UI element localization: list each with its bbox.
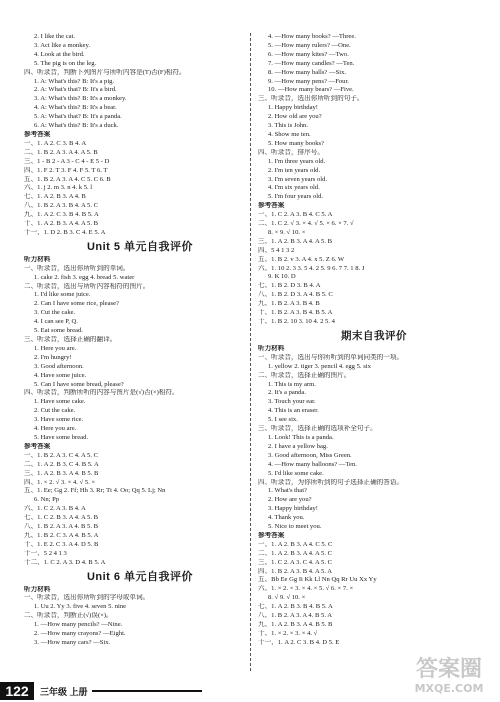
left-column [24,33,256,648]
question-heading: 五、Bb Ee Gg Ii Kk Ll Nn Qq Rr Uu Xx Yy [258,576,377,584]
content-line: 2. I like the cat. [34,33,76,40]
content-line: 3. Cut the cake. [34,309,76,317]
section-title: Unit 6 单元自我评价 [86,570,194,583]
content-line: 3. Have some rice. [34,416,84,424]
subsection-heading: 听力材料 [24,255,51,263]
question-heading: 六、1. j 2. m 3. n 4. k 5. l [24,184,93,192]
question-heading: 三、听录音，选择正确的翻译。 [24,336,117,343]
question-heading: 一、1. B 2. A 3. C 4. A 5. C [24,451,99,459]
content-line: 3. A: What's this? B: It's a monkey. [34,95,127,103]
content-line: 5. I see six. [268,416,298,424]
question-heading: 四、1. B 2. A 3. B 4. A 5. A [258,567,333,575]
question-heading: 九、1. A 2. C 3. B 4. B 5. A [24,211,99,219]
question-heading: 五、1. B 2. A 3. A 4. C 5. C 6. B [24,175,111,183]
question-heading: 四、1. × 2. √ 3. × 4. √ 5. × [24,478,96,486]
subsection-heading: 听力材料 [258,344,285,352]
content-line: 1. Look! This is a panda. [268,433,334,441]
grade-label: 三年级 上册 [40,687,88,697]
content-line: 5. How many books? [268,139,325,147]
content-line: 1. I'm three years old. [268,157,326,165]
content-line: 3. This is John. [268,122,308,130]
question-heading: 一、1. C 2. A 3. B 4. C 5. A [258,211,333,219]
question-heading: 十一、5 2 4 1 3 [24,549,67,557]
content-line: 1. A: What's this? B: It's a pig. [34,77,115,85]
question-heading: 四、听录音，排序号。 [258,148,324,156]
question-heading: 二、1. B 2. A 3. A 4. A 5. B [24,148,98,156]
question-heading: 十一、1. A 2. C 3. B 4. D 5. E [258,638,340,646]
content-line: 8. √ 9. √ 10. × [268,594,306,602]
question-heading: 六、1. × 2. × 3. × 4. × 5. √ 6. × 7. × [258,585,354,593]
content-line: 2. I have a yellow bag. [268,442,328,450]
content-line: 3. Good afternoon, Miss Green. [268,451,352,459]
question-heading: 二、1. A 2. B 3. A 4. A 5. C [258,549,333,557]
content-line: 5. Can I have some bread, please? [34,380,124,388]
content-line: 4. —How many books? —Three. [268,33,356,40]
question-heading: 二、1. A 2. B 3. C 4. B 5. A [24,460,99,468]
question-heading: 十一、1. D 2. B 3. C 4. E 5. A [24,228,106,236]
question-heading: 九、1. B 2. A 3. B 4. B [258,300,320,308]
content-line: 5. I'd like some cake. [268,469,324,477]
content-line: 5. A: What's that? B: It's a panda. [34,113,122,121]
content-line: 1. cake 2. fish 3. egg 4. bread 5. water [34,273,135,281]
question-heading: 二、1. C 2. √ 3. × 4. √ 5. × 6. × 7. √ [258,220,354,228]
question-heading: 五、1. B 2. v 3. A 4. x 5. Z 6. W [258,255,345,263]
question-heading: 四、听录音，判断下列图片与所听内容是(T)否(F)相符。 [24,68,186,76]
question-heading: 七、1. B 2. D 3. B 4. A [258,282,321,290]
question-heading: 二、听录音，判断正(√)误(×)。 [24,612,113,620]
content-line: 4. Have some juice. [34,371,87,379]
content-line: 1. Happy birthday! [268,104,318,112]
question-heading: 九、1. A 2. B 3. A 4. B 5. B [258,621,333,628]
content-line: 4. I'm six years old. [268,184,320,192]
footer-rule [92,690,202,692]
question-heading: 二、听录音，选出与所听内容相符的图片。 [24,282,150,290]
question-heading: 四、听录音，判断所听的内容与图片是(√)否(×)相符。 [24,389,179,397]
question-heading: 三、1. C 2. A 3. C 4. A 5. C [258,558,333,566]
subsection-heading: 参考答案 [258,202,285,210]
watermark-text: 答案圈 [415,657,483,682]
question-heading: 三、1 - B 2 - A 3 - C 4 - E 5 - D [24,157,110,165]
content-line: 2. Cut the cake. [34,407,76,415]
question-heading: 十、1. E 2. C 3. A 4. D 5. B [24,540,99,548]
section-title: 期末自我评价 [341,329,407,342]
content-line: 3. Act like a monkey. [34,41,90,49]
content-line: 4. I can see P, Q. [34,318,78,326]
question-heading: 八、1. B 2. D 3. A 4. B 5. C [258,291,333,299]
content-line: 4. Show me ten. [268,130,311,138]
question-heading: 四、听录音，为你所听到的句子选择正确的答语。 [258,478,404,486]
section-title: Unit 5 单元自我评价 [86,240,194,253]
watermark-logo [404,646,494,698]
question-heading: 二、听录音，选择正确的图片。 [258,371,351,379]
question-heading: 十二、1. C 2. A 3. D 4. B 5. A [24,558,106,566]
content-line: 5. The pig is on the leg. [34,59,97,67]
question-heading: 三、听录音，选出你所听到的句子。 [258,95,364,103]
question-heading: 八、1. B 2. A 3. A 4. B 5. B [24,523,99,531]
question-heading: 一、听录音，选出你所听到的单词。 [24,264,130,272]
content-line: 4. A: What's this? B: It's a bear. [34,104,117,112]
content-line: 2. How old are you? [268,113,322,121]
content-line: 2. —How many crayons? —Eight. [34,630,126,638]
content-line: 4. This is an eraser. [268,407,319,415]
content-line: 9. K 10. D [268,273,296,281]
content-line: 7. —How many candles? —Ten. [268,59,355,67]
content-line: 1. yellow 2. tiger 3. pencil 4. egg 5. six [268,362,371,370]
question-heading: 六、1. C 2. A 3. B 4. A [24,505,86,513]
watermark-url: MXQE.COM [414,682,484,695]
content-line: 4. Here you are. [34,425,77,433]
question-heading: 十、1. A 2. B 3. A 4. A 5. B [24,220,99,228]
question-heading: 十、1. B 2. 10 3. 10 4. 2 5. 4 [258,318,335,325]
content-line: 2. Can I have some rice, please? [34,300,119,308]
content-line: 8. × 9. √ 10. × [268,228,306,236]
question-heading: 九、1. B 2. C 3. A 4. B 5. A [24,531,99,539]
question-heading: 四、1. F 2. T 3. F 4. F 5. T 6. T [24,166,108,174]
subsection-heading: 听力材料 [24,585,51,593]
content-line: 1. Have some cake. [34,398,86,406]
question-heading: 三、听录音，选择正确的选项补全句子。 [258,425,377,433]
content-line: 1. What's that? [268,487,307,495]
content-line: 1. I'd like some juice. [34,291,91,299]
content-line: 6. Nn; Pp [34,496,60,504]
question-heading: 八、1. B 2. A 3. B 4. A 5. C [24,202,99,210]
question-heading: 十、1. × 2. × 3. × 4. √ [258,629,318,637]
content-line: 1. Uu 2. Yy 3. five 4. seven 5. nine [34,603,127,611]
content-line: 4. Thank you. [268,514,305,522]
subsection-heading: 参考答案 [24,442,51,450]
content-line: 5. Have some bread. [34,433,89,441]
content-line: 5. Eat some bread. [34,327,83,335]
content-line: 6. —How many kites? —Two. [268,50,349,58]
content-line: 5. I'm four years old. [268,193,324,201]
subsection-heading: 参考答案 [24,130,51,138]
content-line: 8. —How many balls? —Six. [268,68,347,76]
content-line: 3. Happy birthday! [268,505,318,513]
question-heading: 七、1. A 2. B 3. A 4. B [24,193,86,201]
content-line: 3. Good afternoon. [34,362,84,370]
question-heading: 六、1. 10 2. 3 3. 5 4. 2 5. 9 6. 7 7. 1 8. J [258,264,365,272]
question-heading: 一、1. A 2. C 3. B 4. A [24,139,87,147]
column-divider [250,33,251,671]
content-line: 1. This is my arm. [268,380,316,388]
question-heading: 一、听录音，选出与你所听到的单词同类的一项。 [258,353,404,361]
question-heading: 十、1. B 2. A 3. B 4. B 5. A [258,309,333,317]
content-line: 1. Here you are. [34,344,77,352]
subsection-heading: 参考答案 [258,531,285,539]
question-heading: 七、1. C 2. B 3. A 4. A 5. B [24,514,99,522]
content-line: 3. Touch your ear. [268,398,316,406]
question-heading: 一、1. A 2. B 3. A 4. C 5. C [258,540,333,548]
question-heading: 八、1. B 2. A 3. A 4. B 5. A [258,612,333,620]
content-line: 2. I'm ten years old. [268,166,321,174]
content-line: 1. —How many pencils? —Nine. [34,621,123,629]
content-line: 2. It's a panda. [268,389,306,397]
content-line: 6. A: What's this? B: It's a duck. [34,122,119,130]
content-line: 4. —How many balloons? —Ten. [268,460,357,468]
question-heading: 一、听录音，选出你所听到的字母或单词。 [24,594,150,602]
question-heading: 三、1. A 2. B 3. A 4. B 5. B [24,469,99,477]
question-heading: 四、5 4 1 3 2 [258,246,295,254]
content-line: 3. I'm seven years old. [268,175,328,183]
content-line: 2. A: What's that? B: It's a bird. [34,86,117,94]
content-line: 3. —How many cars? —Six. [34,639,111,646]
content-line: 5. Nice to meet you. [268,523,322,531]
page-number: 122 [0,682,34,700]
content-line: 2. I'm hungry! [34,353,72,361]
content-line: 5. —How many rulers? —One. [268,41,351,49]
question-heading: 三、1. A 2. B 3. A 4. A 5. B [258,237,333,245]
right-column [258,33,490,648]
content-line: 2. How are you? [268,496,312,504]
content-line: 10. —How many bears? —Five. [268,86,354,94]
content-line: 4. Look at the bird. [34,50,85,58]
question-heading: 七、1. A 2. B 3. B 4. B 5. A [258,603,333,611]
question-heading: 五、1. Ee; Gg 2. Ff; Hh 3. Rr; Tt 4. Oo; Qq 5. Lj; Nn [24,487,166,495]
content-line: 9. —How many pens? —Four. [268,77,349,85]
